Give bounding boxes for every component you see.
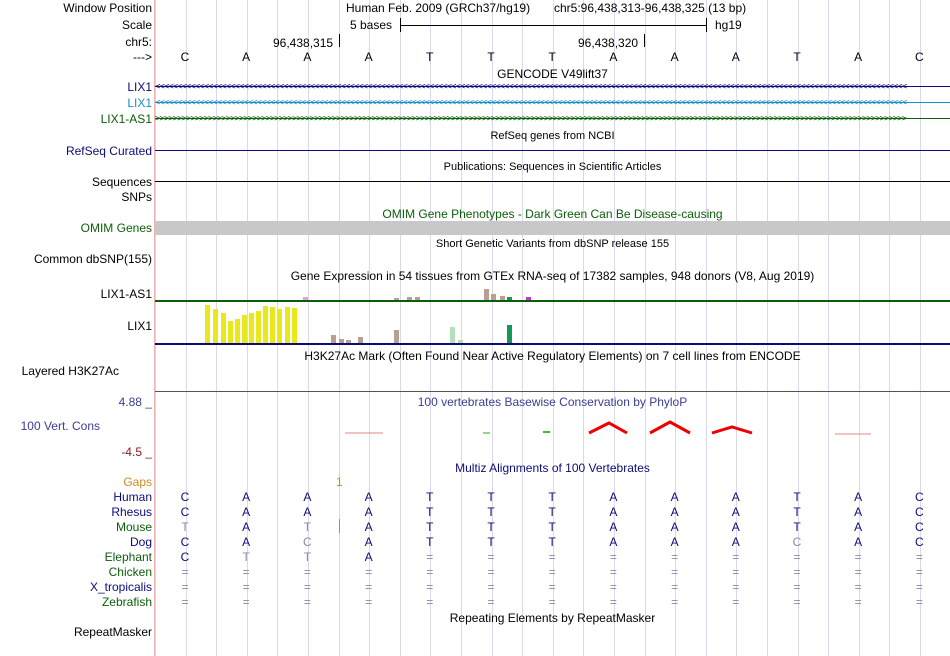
gtex-as1-baseline [155, 300, 950, 302]
alignment-base: A [609, 490, 618, 504]
dbsnp-label[interactable]: Common dbSNP(155) [33, 252, 152, 266]
reference-base: A [303, 50, 312, 64]
alignment-base: A [609, 505, 618, 519]
alignment-base: = [793, 580, 801, 594]
gtex-tissue-bar[interactable] [242, 315, 247, 343]
alignment-base: A [303, 505, 312, 519]
alignment-base: = [548, 580, 556, 594]
alignment-base: = [303, 565, 311, 579]
alignment-base: A [854, 490, 863, 504]
reference-base: T [426, 50, 434, 64]
alignment-base: = [732, 565, 740, 579]
alignment-base: = [548, 550, 556, 564]
alignment-base: C [915, 505, 924, 519]
alignment-base: T [487, 490, 495, 504]
gtex-tissue-bar[interactable] [221, 313, 226, 343]
refseq-title: RefSeq genes from NCBI [490, 130, 615, 142]
alignment-base: = [181, 580, 189, 594]
gtex-tissue-bar[interactable] [270, 307, 275, 343]
publications-sequences-label[interactable]: Sequences [91, 175, 152, 189]
alignment-base: A [670, 490, 679, 504]
alignment-base: A [731, 520, 740, 534]
omim-label[interactable]: OMIM Genes [80, 221, 152, 235]
species-label[interactable]: Rhesus [111, 505, 152, 519]
cons-signal[interactable] [155, 418, 950, 438]
alignment-base: = [487, 550, 495, 564]
alignment-base: = [426, 595, 434, 609]
alignment-base: A [364, 520, 373, 534]
alignment-base: = [548, 565, 556, 579]
alignment-base: = [242, 565, 250, 579]
alignment-base: T [793, 490, 801, 504]
alignment-base: A [242, 535, 251, 549]
reference-base: A [364, 50, 373, 64]
alignment-base: = [303, 580, 311, 594]
publications-snps-label[interactable]: SNPs [121, 190, 152, 204]
h3k27ac-title: H3K27Ac Mark (Often Found Near Active Regulatory Elements) on 7 cell lines from ENCODE [304, 349, 801, 363]
assembly-name: Human Feb. 2009 (GRCh37/hg19) [346, 1, 531, 15]
coord-label-1: 96,438,315 [273, 36, 334, 50]
alignment-base: A [609, 520, 618, 534]
gtex-label-lix1-as1[interactable]: LIX1-AS1 [100, 287, 152, 301]
alignment-base: A [242, 505, 251, 519]
alignment-base: A [242, 520, 251, 534]
omim-feature-bar[interactable] [155, 221, 950, 235]
alignment-base: = [548, 595, 556, 609]
reference-base: A [854, 50, 863, 64]
alignment-base: A [854, 505, 863, 519]
cons-max-value: 4.88 _ [118, 395, 152, 409]
alignment-base: = [487, 595, 495, 609]
reference-base: A [731, 50, 740, 64]
gtex-lix1-chart[interactable] [155, 303, 950, 344]
h3k27ac-label[interactable]: Layered H3K27Ac [21, 364, 119, 378]
gencode-label-lix1-a[interactable]: LIX1 [127, 80, 152, 94]
gtex-label-lix1[interactable]: LIX1 [127, 319, 152, 333]
alignment-base: T [793, 505, 801, 519]
alignment-base: A [731, 505, 740, 519]
alignment-base: = [671, 550, 679, 564]
alignment-base: = [609, 550, 617, 564]
scale-label: Scale [121, 18, 152, 32]
gtex-tissue-bar[interactable] [484, 289, 489, 300]
gtex-tissue-bar[interactable] [394, 330, 399, 343]
reference-base: T [793, 50, 801, 64]
alignment-base: A [609, 535, 618, 549]
alignment-base: T [426, 505, 434, 519]
alignment-base: = [426, 565, 434, 579]
gtex-tissue-bar[interactable] [292, 308, 297, 343]
window-position-label: Window Position [63, 1, 152, 15]
alignment-base: C [180, 505, 190, 519]
alignment-base: T [426, 535, 434, 549]
alignment-base: A [731, 490, 740, 504]
window-position: chr5:96,438,313-96,438,325 (13 bp) [554, 1, 747, 15]
publications-feature[interactable] [155, 181, 950, 182]
scale-db: hg19 [715, 18, 742, 32]
alignment-base: = [671, 580, 679, 594]
gencode-label-lix1-as1[interactable]: LIX1-AS1 [100, 112, 152, 126]
gtex-tissue-bar[interactable] [228, 321, 233, 343]
alignment-base: = [365, 595, 373, 609]
gtex-tissue-bar[interactable] [256, 311, 261, 343]
alignment-base: = [915, 565, 923, 579]
publications-title: Publications: Sequences in Scientific Articles [443, 161, 662, 173]
multiz-alignment-grid[interactable] [155, 490, 950, 610]
alignment-base: = [915, 550, 923, 564]
gtex-tissue-bar[interactable] [450, 327, 455, 343]
alignment-base: C [792, 535, 802, 549]
alignment-base: T [242, 550, 250, 564]
alignment-base: A [670, 535, 679, 549]
reference-base: C [915, 50, 924, 64]
gtex-lix1-baseline [155, 343, 950, 345]
alignment-base: = [303, 595, 311, 609]
gencode-title: GENCODE V49lift37 [497, 67, 608, 81]
alignment-base: A [364, 535, 373, 549]
gencode-label-lix1-b[interactable]: LIX1 [127, 96, 152, 110]
track-label-pane [0, 0, 154, 656]
alignment-base: = [365, 580, 373, 594]
gaps-label: Gaps [123, 475, 152, 489]
alignment-base: A [854, 520, 863, 534]
alignment-base: = [487, 565, 495, 579]
alignment-base: T [303, 520, 312, 534]
gtex-tissue-bar[interactable] [263, 306, 268, 343]
alignment-base: A [364, 490, 373, 504]
reference-base: C [180, 50, 190, 64]
alignment-base: = [793, 550, 801, 564]
repeatmasker-label[interactable]: RepeatMasker [73, 625, 152, 639]
scale-bar-right-tick [706, 18, 707, 32]
alignment-base: = [915, 595, 923, 609]
species-label[interactable]: Elephant [104, 550, 152, 564]
scale-bar-left-tick [400, 18, 401, 32]
alignment-base: = [426, 580, 434, 594]
species-label[interactable]: Mouse [115, 520, 152, 534]
alignment-base: = [181, 565, 189, 579]
reference-base: A [609, 50, 618, 64]
gtex-tissue-bar[interactable] [213, 309, 218, 343]
species-label[interactable]: X_tropicalis [89, 580, 152, 594]
alignment-base: T [548, 490, 556, 504]
chrom-label: chr5: [125, 35, 152, 49]
species-label[interactable]: Human [113, 490, 152, 504]
alignment-base: = [487, 580, 495, 594]
cons-min-value: -4.5 _ [121, 445, 152, 459]
alignment-base: = [242, 580, 250, 594]
gtex-tissue-bar[interactable] [249, 313, 254, 343]
alignment-base: A [242, 490, 251, 504]
alignment-base: = [732, 580, 740, 594]
species-label[interactable]: Dog [129, 535, 152, 549]
alignment-base: A [731, 535, 740, 549]
coord-label-2: 96,438,320 [578, 36, 639, 50]
alignment-base: C [915, 535, 924, 549]
refseq-feature[interactable] [155, 150, 950, 151]
repeatmasker-title: Repeating Elements by RepeatMasker [449, 611, 656, 625]
strand-label: ---> [133, 50, 152, 64]
coord-tick-2 [644, 34, 645, 47]
alignment-base: A [670, 520, 679, 534]
alignment-base: = [854, 550, 862, 564]
alignment-base: T [793, 520, 801, 534]
alignment-base: T [426, 490, 434, 504]
gtex-tissue-bar[interactable] [277, 309, 282, 343]
gtex-tissue-bar[interactable] [507, 325, 512, 343]
alignment-base: = [365, 565, 373, 579]
alignment-base: A [854, 535, 863, 549]
refseq-label[interactable]: RefSeq Curated [65, 144, 152, 158]
alignment-base: A [303, 490, 312, 504]
species-label[interactable]: Zebrafish [101, 595, 152, 609]
alignment-base: = [609, 595, 617, 609]
reference-base-row [155, 50, 950, 64]
alignment-base: C [180, 490, 190, 504]
alignment-base: C [180, 550, 190, 564]
alignment-base: = [671, 595, 679, 609]
gap-count: 1 [336, 475, 343, 489]
gencode-feature-lix1-as1[interactable]: >>>>>>>>>>>>>>>>>>>>>>>>>>>>>>>>>>>>>>>>>>>>>>>>>>>>>>>>>>>>>>>>>>>>>>>>>>>>>>>>>>>>>>>>>>>>>>>>>>>>>>>>>>>>>>>>>>>>>>>>>>>>>>>>>>>>>>>>>>>>>>>>>>>>>>>>>>>>>>>>>>>>>>>>>> [155, 114, 950, 124]
alignment-base: = [609, 580, 617, 594]
alignment-base: = [793, 565, 801, 579]
alignment-base: = [671, 565, 679, 579]
alignment-base: A [364, 505, 373, 519]
alignment-base: T [487, 505, 495, 519]
gencode-feature-lix1-b[interactable]: <<<<<<<<<<<<<<<<<<<<<<<<<<<<<<<<<<<<<<<<<<<<<<<<<<<<<<<<<<<<<<<<<<<<<<<<<<<<<<<<<<<<<<<<<<<<<<<<<<<<<<<<<<<<<<<<<<<<<<<<<<<<<<<<<<<<<<<<<<<<<<<<<<<<<<<<<<<<<<<<<<<<<<<<<< [155, 98, 950, 108]
alignment-base: A [670, 505, 679, 519]
alignment-base: = [915, 580, 923, 594]
alignment-base: T [548, 520, 556, 534]
alignment-base: C [915, 490, 924, 504]
alignment-base: = [854, 580, 862, 594]
scale-bar [400, 25, 707, 26]
alignment-base: T [548, 535, 556, 549]
reference-base: T [548, 50, 556, 64]
reference-base: A [670, 50, 679, 64]
alignment-base: T [548, 505, 556, 519]
h3k27ac-baseline [155, 391, 950, 392]
dbsnp-title: Short Genetic Variants from dbSNP release 155 [435, 238, 670, 250]
alignment-base: C [915, 520, 924, 534]
alignment-base: T [303, 550, 312, 564]
coord-tick-1 [339, 34, 340, 47]
reference-base: A [242, 50, 251, 64]
alignment-base: T [487, 535, 495, 549]
cons-label[interactable]: 100 Vert. Cons [20, 419, 100, 433]
alignment-base: = [732, 550, 740, 564]
alignment-base: T [426, 520, 434, 534]
alignment-base: = [609, 565, 617, 579]
alignment-base: = [793, 595, 801, 609]
alignment-base: C [303, 535, 312, 549]
alignment-base: C [180, 535, 190, 549]
cons-title: 100 vertebrates Basewise Conservation by PhyloP [417, 395, 688, 409]
gtex-title: Gene Expression in 54 tissues from GTEx RNA-seq of 17382 samples, 948 donors (V8, Aug 2019) [290, 269, 815, 283]
species-label[interactable]: Chicken [108, 565, 152, 579]
scale-text: 5 bases [350, 18, 393, 32]
gencode-feature-lix1-a[interactable]: <<<<<<<<<<<<<<<<<<<<<<<<<<<<<<<<<<<<<<<<<<<<<<<<<<<<<<<<<<<<<<<<<<<<<<<<<<<<<<<<<<<<<<<<<<<<<<<<<<<<<<<<<<<<<<<<<<<<<<<<<<<<<<<<<<<<<<<<<<<<<<<<<<<<<<<<<<<<<<<<<<<<<<<<<< [155, 82, 950, 92]
gtex-tissue-bar[interactable] [235, 319, 240, 343]
gtex-tissue-bar[interactable] [331, 335, 336, 343]
alignment-base: = [181, 595, 189, 609]
gtex-tissue-bar[interactable] [285, 307, 290, 343]
gtex-tissue-bar[interactable] [205, 305, 210, 343]
track-display-area[interactable] [155, 0, 950, 656]
alignment-base: = [732, 595, 740, 609]
alignment-base: = [426, 550, 434, 564]
alignment-base: = [242, 595, 250, 609]
alignment-base: T [181, 520, 189, 534]
alignment-base: A [364, 550, 373, 564]
alignment-base: T [487, 520, 495, 534]
reference-base: T [487, 50, 495, 64]
omim-title: OMIM Gene Phenotypes - Dark Green Can Be Disease-causing [382, 207, 723, 221]
multiz-title: Multiz Alignments of 100 Vertebrates [455, 461, 650, 475]
alignment-base: = [854, 595, 862, 609]
alignment-base: = [854, 565, 862, 579]
